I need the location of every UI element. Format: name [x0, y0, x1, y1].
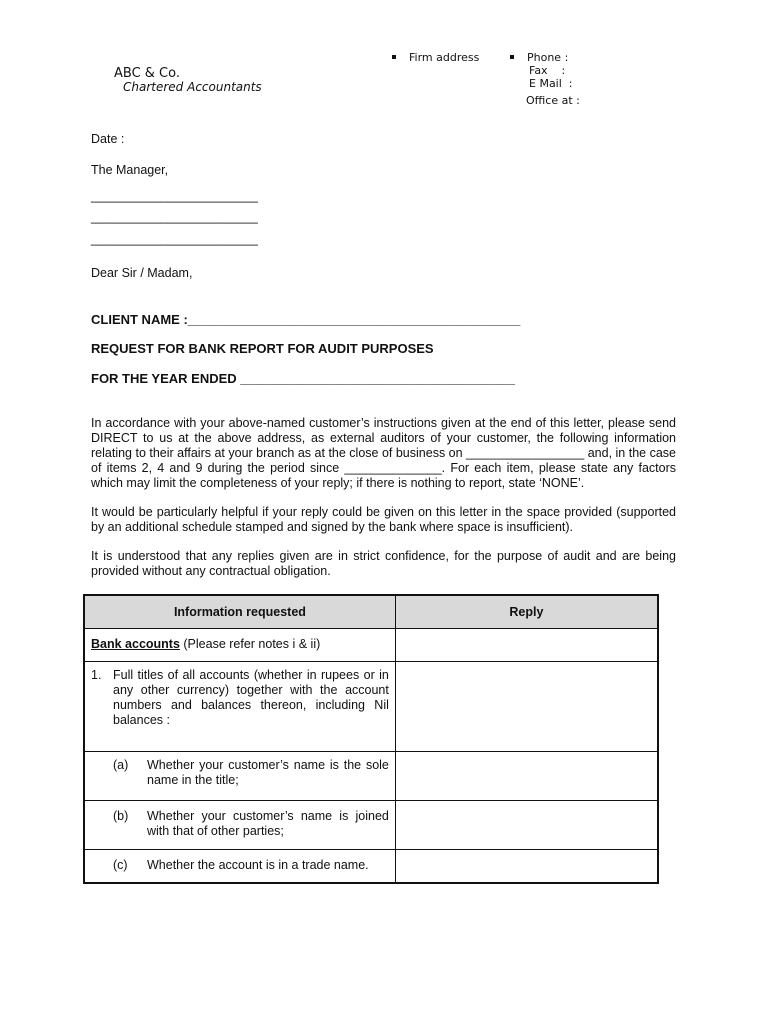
sub-c-cell	[84, 850, 395, 884]
item-1	[91, 668, 389, 728]
bullet-icon	[510, 55, 514, 59]
section-cell	[84, 629, 395, 662]
firm-address-item	[392, 51, 479, 64]
year-ended-heading: FOR THE YEAR ENDED ______________________________________	[91, 371, 516, 386]
table-row	[84, 850, 658, 884]
table-row	[84, 801, 658, 850]
sub-item-b	[91, 809, 389, 839]
item-number: 1.	[91, 668, 102, 682]
address-line-1: ________________________	[91, 189, 258, 203]
sub-item-label: (a)	[113, 758, 129, 772]
column-header-reply: Reply	[395, 595, 658, 629]
item-1-cell	[84, 662, 395, 752]
sub-a-cell	[84, 752, 395, 801]
paragraph-instructions: In accordance with your above-named customer’s instructions given at the end of this letter, please send DIRECT to us at the above address, as external auditors of your customer, the following information relating to their affairs at your branch as at the close of business on _________________ and, in the case of items 2, 4 and 9 during the period since ______________. For each item, please state any factors which may limit the completeness of your reply; if there is nothing to report, state ‘NONE’.	[91, 416, 676, 490]
email-label: E Mail :	[529, 77, 573, 90]
table-header-row	[84, 595, 658, 629]
item-1-text: Full titles of all accounts (whether in rupees or in any other currency) together with the account numbers and balances thereon, including Nil balances :	[113, 668, 389, 727]
addressee: The Manager,	[91, 163, 169, 177]
firm-subtitle: Chartered Accountants	[123, 80, 262, 94]
reply-cell[interactable]	[395, 629, 658, 662]
reply-cell[interactable]	[395, 801, 658, 850]
section-note: (Please refer notes i & ii)	[179, 637, 321, 651]
bullet-icon	[392, 55, 396, 59]
salutation: Dear Sir / Madam,	[91, 266, 193, 280]
office-label: Office at :	[526, 94, 580, 107]
firm-address-label: Firm address	[409, 51, 480, 64]
fax-label: Fax :	[529, 64, 566, 77]
sub-item-text: Whether your customer’s name is the sole name in the title;	[147, 758, 389, 787]
sub-item-label: (c)	[113, 858, 128, 872]
client-name-heading: CLIENT NAME :______________________________________________	[91, 312, 521, 327]
sub-item-text: Whether your customer’s name is joined with that of other parties;	[147, 809, 389, 838]
firm-name: ABC & Co.	[114, 66, 180, 81]
table-row	[84, 629, 658, 662]
sub-item-c	[91, 858, 389, 873]
reply-cell[interactable]	[395, 752, 658, 801]
date-label: Date :	[91, 132, 125, 146]
sub-b-cell	[84, 801, 395, 850]
request-title: REQUEST FOR BANK REPORT FOR AUDIT PURPOSES	[91, 341, 434, 356]
information-table	[83, 594, 659, 884]
phone-item	[510, 51, 568, 64]
table-row	[84, 662, 658, 752]
paragraph-reply-space: It would be particularly helpful if your reply could be given on this letter in the space provided (supported by an additional schedule stamped and signed by the bank where space is insufficient).	[91, 505, 676, 534]
sub-item-label: (b)	[113, 809, 129, 823]
section-label: Bank accounts	[91, 637, 180, 651]
phone-label: Phone :	[527, 51, 569, 64]
address-line-3: ________________________	[91, 232, 258, 246]
table-row	[84, 752, 658, 801]
reply-cell[interactable]	[395, 662, 658, 752]
address-line-2: ________________________	[91, 210, 258, 224]
column-header-information: Information requested	[84, 595, 395, 629]
reply-cell[interactable]	[395, 850, 658, 884]
sub-item-text: Whether the account is in a trade name.	[147, 858, 369, 872]
paragraph-confidence: It is understood that any replies given are in strict confidence, for the purpose of audit and are being provided without any contractual obligation.	[91, 549, 676, 578]
sub-item-a	[91, 758, 389, 788]
